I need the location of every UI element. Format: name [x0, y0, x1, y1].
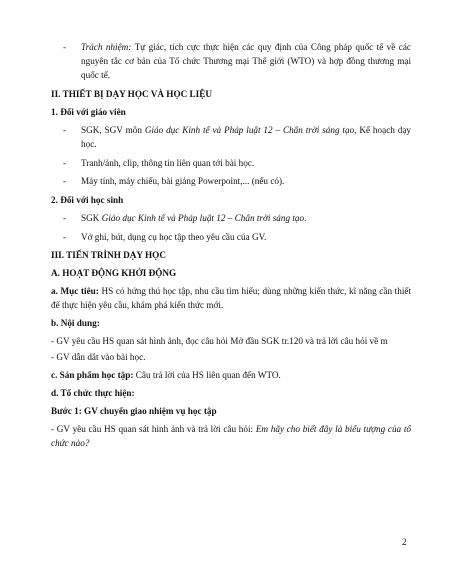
step1-paragraph: [51, 422, 411, 450]
objective-label: a. Mục tiêu:: [51, 286, 99, 297]
bullet-dash: -: [63, 157, 67, 168]
bullet-dash: -: [63, 42, 67, 52]
heading-teacher: 1. Đối với giáo viên: [51, 107, 126, 117]
bullet-trach-nhiem: [51, 40, 411, 83]
product-text: Câu trả lời của HS liên quan đến WTO.: [133, 369, 281, 380]
heading-student: 2. Đối với học sinh: [51, 194, 124, 205]
heading-organization: d. Tổ chức thực hiện:: [51, 387, 135, 398]
objective-paragraph: [51, 284, 411, 312]
bullet-text: Tự giác, tích cực thực hiện các quy định của Công pháp quốc tế về các nguyên tắc cơ bản của Tổ chức Thương mại Thế giới (WTO) và hợp đồng thương mại quốc tế.: [81, 42, 411, 81]
document-body: [51, 40, 411, 454]
book-title: Giáo dục Kinh tế và Pháp luật 12 – Chân trời sáng tạo: [101, 212, 305, 223]
item-text: Tranh/ảnh, clip, thông tin liên quan tới bài học.: [81, 157, 255, 168]
item-text: Vở ghi, bút, dụng cụ học tập theo yêu cầu của GV.: [81, 231, 267, 242]
heading-content: b. Nội dung:: [51, 318, 100, 329]
teacher-item-1: [51, 123, 411, 151]
content-line-1: - GV yêu cầu HS quan sát hình ảnh, đọc câu hỏi Mở đầu SGK tr.120 và trả lời câu hỏi về m: [51, 336, 388, 347]
heading-step-1: Bước 1: GV chuyển giao nhiệm vụ học tập: [51, 405, 217, 416]
student-item-2: [51, 230, 411, 244]
teacher-item-2: [51, 156, 411, 170]
item-text: SGK: [81, 212, 102, 223]
content-line-2: - GV dẫn dắt vào bài học.: [51, 351, 146, 362]
item-text: , Kế hoạch dạy học.: [81, 125, 411, 150]
bullet-dash: -: [63, 176, 67, 187]
bullet-dash: -: [63, 212, 67, 223]
heading-section-ii: II. THIẾT BỊ DẠY HỌC VÀ HỌC LIỆU: [51, 89, 212, 99]
book-title: Giáo dục Kinh tế và Pháp luật 12 – Chân trời sáng tạo: [144, 125, 355, 135]
item-text: Máy tính, máy chiếu, bài giảng Powerpoint,... (nếu có).: [81, 176, 285, 187]
bullet-dash: -: [63, 125, 67, 135]
step1-question: Em hãy cho biết đây là biểu tượng của tổ chức nào?: [51, 423, 411, 448]
bullet-label: Trách nhiệm:: [81, 42, 132, 52]
heading-activity-a: A. HOẠT ĐỘNG KHỞI ĐỘNG: [51, 268, 177, 279]
objective-text: HS có hứng thú học tập, nhu cầu tìm hiểu; dùng những kiến thức, kĩ năng cần thiết để thực hiện yêu cầu, khám phá kiến thức mới.: [51, 286, 411, 311]
product-paragraph: [51, 368, 411, 382]
heading-section-iii: III. TIẾN TRÌNH DẠY HỌC: [51, 250, 166, 261]
bullet-dash: -: [63, 231, 67, 242]
item-text: SGK, SGV môn: [81, 125, 145, 135]
page-number: 2: [402, 537, 407, 547]
item-text: .: [304, 212, 307, 223]
product-label: c. Sản phẩm học tập:: [51, 369, 134, 380]
step1-text: - GV yêu cầu HS quan sát hình ảnh và trả lời câu hỏi:: [51, 423, 256, 434]
teacher-item-3: [51, 174, 411, 188]
student-item-1: [51, 211, 411, 225]
